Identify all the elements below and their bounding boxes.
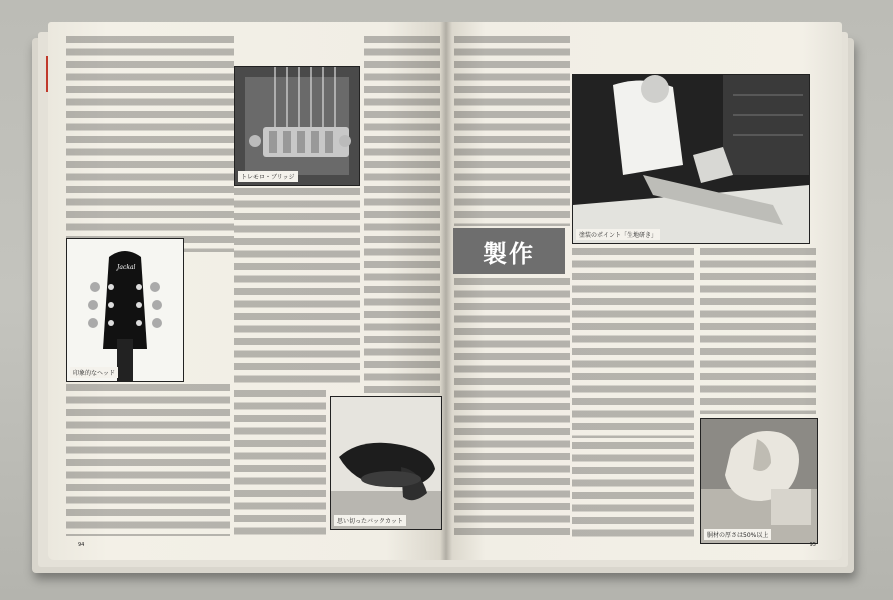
right-text-column-middle (572, 248, 694, 438)
right-text-column-bottom (572, 442, 694, 540)
body-backcut-photo (330, 396, 442, 530)
body-blank-photo-caption: 胴材の厚さは50%以上 (704, 529, 771, 540)
left-text-column-bottom-middle (234, 390, 326, 536)
bridge-photo-caption: トレモロ・ブリッジ (238, 171, 298, 182)
right-text-column-top (454, 36, 570, 226)
headstock-photo (66, 238, 184, 382)
workshop-photo (572, 74, 810, 244)
section-heading-production: 製作 (453, 228, 565, 274)
left-page (48, 22, 446, 560)
left-text-column-middle (234, 188, 360, 388)
bridge-photo (234, 66, 360, 186)
right-text-column-right (700, 248, 816, 414)
body-blank-photo (700, 418, 818, 544)
body-backcut-photo-caption: 思い切ったバックカット (334, 515, 406, 526)
right-page-number: 95 (809, 542, 816, 548)
headstock-photo-caption: 印象的なヘッド (70, 367, 118, 378)
left-text-column-bottom (66, 384, 230, 536)
right-text-column-bottom-left (454, 278, 570, 540)
book-gutter (440, 22, 452, 560)
right-page (446, 22, 842, 560)
workshop-photo-caption: 塗装のポイント「生地研き」 (576, 229, 660, 240)
left-text-column-right (364, 36, 440, 396)
svg-text:Jackal: Jackal (117, 264, 136, 271)
left-page-number: 94 (78, 542, 85, 548)
left-text-column-top (66, 36, 234, 252)
